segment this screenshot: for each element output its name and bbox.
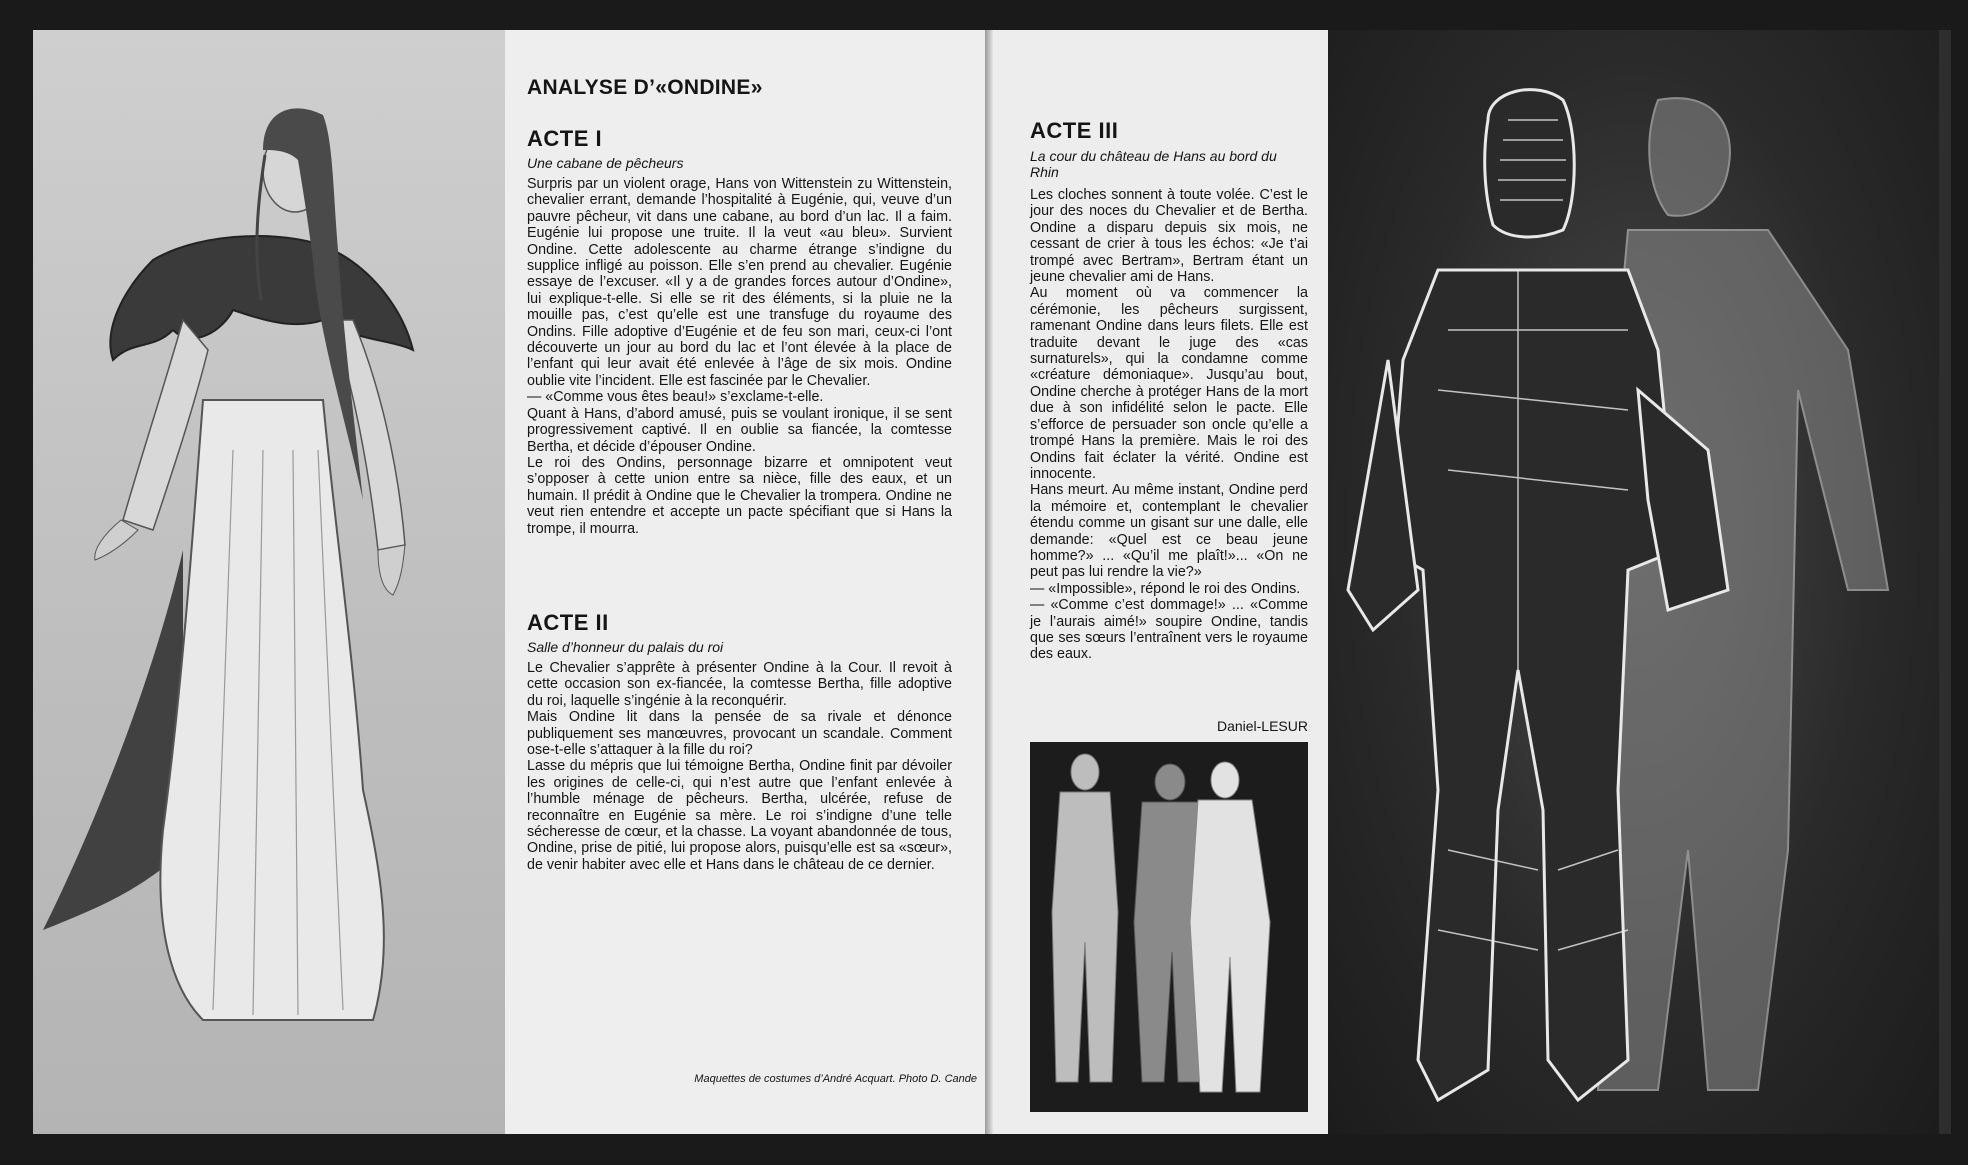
- costume-sketch-ondine: [33, 30, 505, 1134]
- acte1-paragraph: Le roi des Ondins, personnage bizarre et omnipotent veut s’opposer à cette union entre sa nièce, fille des eaux, et un humain. Il prédit à Ondine que le Chevalier la trompera. Ondine ne veut rien entendre et accepte un pacte spécifiant que si Hans la trompe, il mourra.: [527, 454, 952, 537]
- text-page-right: [993, 30, 1328, 1134]
- page-gutter: [985, 30, 993, 1134]
- acte3-body: [1030, 187, 1308, 663]
- acte3-heading: ACTE III: [1030, 118, 1119, 143]
- acte2-paragraph: Lasse du mépris que lui témoigne Bertha, Ondine finit par dévoiler les origines de celle-ci, qui n’est autre que l’enfant enlevée à l’humble ménage de pêcheurs. Bertha, ulcérée, refuse de reconnaître en Eugénie sa mère. Le roi s’indigne d’une telle sécheresse de cœur, et la chasse. La voyant abandonnée de tous, Ondine, prise de pitié, lui propose alors, puisqu’elle est sa «sœur», de venir habiter avec elle et Hans dans le château de ce dernier.: [527, 758, 952, 873]
- acte3-paragraph: — «Comme c’est dommage!» ... «Comme je l’aurais aimé!» soupire Ondine, tandis que ses sœurs l’entraînent vers le royaume des eaux.: [1030, 597, 1308, 663]
- costume-photo-figures: [1030, 742, 1308, 1112]
- page-edge: [1939, 30, 1951, 1134]
- acte1-paragraph: Quant à Hans, d’abord amusé, puis se voulant ironique, il se sent progressivement captivé. Il en oublie sa fiancée, la comtesse Bertha, et décide d’épouser Ondine.: [527, 405, 952, 455]
- photo-caption: Maquettes de costumes d’André Acquart. Photo D. Cande: [694, 1073, 977, 1085]
- text-page-left: [505, 30, 985, 1134]
- acte1-paragraph: Surpris par un violent orage, Hans von Wittenstein zu Wittenstein, chevalier errant, demande l’hospitalité à Eugénie, qui, veuve d’un pauvre pêcheur, vit dans une cabane, au bord d’un lac. Il a faim. Eugénie lui propose une truite. Il la veut «au bleu». Survient Ondine. Cette adolescente au charme étrange s’indigne du supplice infligé au poisson. Elle s’en prend au chevalier. Eugénie essaye de l’excuser. «Il y a de grandes forces autour d’Ondine», lui explique-t-elle. Si elle se rit des éléments, si la pluie ne la mouille pas, c’est qu’elle est une transfuge du royaume des Ondins. Fille adoptive d’Eugénie et de feu son mari, ceux-ci l’ont découverte un jour au bord du lac et l’ont élevée à la place de l’enfant qui leur avait été enlevée à l’âge de six mois. Ondine oublie vite l’incident. Elle est fascinée par le Chevalier.: [527, 176, 952, 389]
- acte2-body: [527, 660, 952, 873]
- page-title: ANALYSE D’«ONDINE»: [527, 76, 763, 99]
- costume-sketch-knight: [1328, 30, 1939, 1134]
- acte3-paragraph: — «Impossible», répond le roi des Ondins.: [1030, 580, 1301, 597]
- acte1-subtitle: Une cabane de pêcheurs: [527, 155, 684, 171]
- acte1-paragraph: — «Comme vous êtes beau!» s’exclame-t-elle.: [527, 389, 824, 406]
- costume-photo: [1030, 742, 1308, 1112]
- acte3-paragraph: Hans meurt. Au même instant, Ondine perd la mémoire et, contemplant le chevalier étendu comme un gisant sur une dalle, elle demande: «Quel est ce beau jeune homme?» ... «Qu’il me plaît!»... «On ne peut pas lui rendre la vie?»: [1030, 482, 1308, 581]
- acte3-subtitle: La cour du château de Hans au bord du Rhin: [1030, 148, 1277, 180]
- acte2-paragraph: Mais Ondine lit dans la pensée de sa rivale et dénonce publiquement ses manœuvres, provocant un scandale. Comment ose-t-elle s’attaquer à la fille du roi?: [527, 709, 952, 759]
- knight-figures: [1328, 30, 1939, 1134]
- acte1-heading: ACTE I: [527, 126, 603, 151]
- acte2-subtitle: Salle d’honneur du palais du roi: [527, 639, 724, 655]
- acte2-heading: ACTE II: [527, 610, 609, 635]
- acte3-paragraph: Au moment où va commencer la cérémonie, les pêcheurs surgissent, ramenant Ondine dans leurs filets. Elle est traduite devant le juge des «cas surnaturels», qui la condamne comme «créature démoniaque». Jusqu’au bout, Ondine cherche à protéger Hans de la mort due à son infidélité selon le pacte. Elle s’efforce de persuader son oncle qu’elle a trompé Hans la première. Mais le roi des Ondins fait éclater la vérité. Ondine est innocente.: [1030, 285, 1308, 482]
- acte2-paragraph: Le Chevalier s’apprête à présenter Ondine à la Cour. Il revoit à cette occasion son ex-fiancée, la comtesse Bertha, fille adoptive du roi, laquelle s’ingénie à la reconquérir.: [527, 660, 952, 709]
- acte3-paragraph: Les cloches sonnent à toute volée. C’est le jour des noces du Chevalier et de Bertha. Ondine a disparu depuis six mois, ne cessant de crier à tous les échos: «Je t’ai trompé avec Bertram», Bertram étant un jeune chevalier ami de Hans.: [1030, 187, 1308, 286]
- ondine-figure: [33, 30, 505, 1134]
- acte1-body: [527, 176, 952, 537]
- author-signature: Daniel-LESUR: [1216, 718, 1308, 734]
